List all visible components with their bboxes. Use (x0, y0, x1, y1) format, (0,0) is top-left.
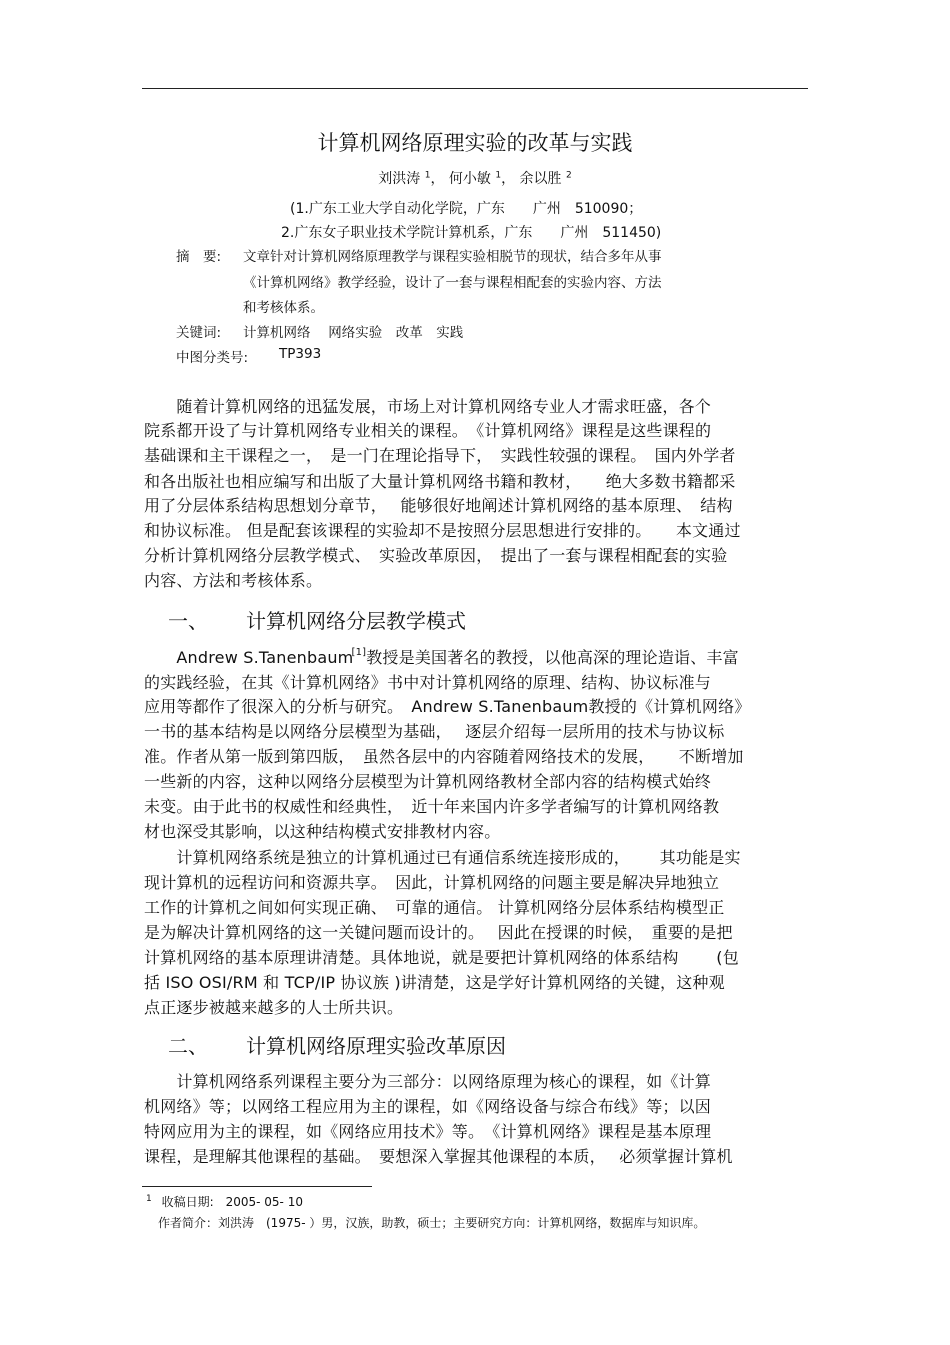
author-name: 刘洪涛 (378, 171, 421, 187)
abstract-line: 文章针对计算机网络原理教学与课程实验相脱节的现状，结合多年从事 (243, 249, 662, 265)
section1-line: 应用等都作了很深入的分析与研究。 Andrew S.Tanenbaum教授的《计算机网络》 (144, 697, 751, 716)
author-ref-name: Andrew S.Tanenbaum (144, 648, 354, 667)
affiliation-line: 2.广东女子职业技术学院计算机系，广东 广州 511450) (281, 225, 662, 241)
section-title: 计算机网络原理实验改革原因 (246, 1034, 506, 1058)
section1-line: 准。作者从第一版到第四版， 虽然各层中的内容随着网络技术的发展， 不断增加 (144, 747, 744, 766)
intro-line: 随着计算机网络的迅猛发展，市场上对计算机网络专业人才需求旺盛，各个 (144, 397, 712, 416)
intro-line: 院系都开设了与计算机网络专业相关的课程。 《计算机网络》课程是这些课程的 (144, 421, 712, 440)
abstract-label: 摘 要: (176, 249, 222, 265)
classification-code: TP393 (279, 346, 322, 362)
abstract-line: 《计算机网络》教学经验，设计了一套与课程相配套的实验内容、方法 (243, 275, 662, 291)
section-title: 计算机网络分层教学模式 (246, 609, 466, 633)
keywords-text: 计算机网络 网络实验 改革 实践 (243, 325, 464, 341)
author-affil-mark: 2 (566, 170, 572, 181)
section1-line: 现计算机的远程访问和资源共享。 因此，计算机网络的问题主要是解决异地独立 (144, 873, 720, 892)
affiliation-line: (1.广东工业大学自动化学院，广东 广州 510090； (290, 201, 643, 217)
section1-text: 教授是美国著名的教授，以他高深的理论造诣、丰富 (366, 648, 739, 667)
footnote-author-bio: 作者简介：刘洪涛 (1975- ）男，汉族，助教，硕士；主要研究方向：计算机网络，数据库与知识库。 (158, 1216, 706, 1230)
section1-line: 是为解决计算机网络的这一关键问题而设计的。 因此在授课的时候， 重要的是把 (144, 923, 733, 942)
section1-line: 的实践经验，在其《计算机网络》书中对计算机网络的原理、结构、协议标准与 (144, 673, 712, 692)
citation-mark: [1] (351, 647, 367, 658)
section2-line: 机网络》等；以网络工程应用为主的课程，如《网络设备与综合布线》等；以因 (144, 1097, 712, 1116)
author-name: 余以胜 (519, 171, 562, 187)
section1-line: 一书的基本结构是以网络分层模型为基础， 逐层介绍每一层所用的技术与协议标 (144, 722, 725, 741)
author-affil-mark: 1 (495, 170, 502, 181)
section1-line: 一些新的内容，这种以网络分层模型为计算机网络教材全部内容的结构模式始终 (144, 772, 712, 791)
section1-line (144, 645, 739, 668)
intro-line: 内容、方法和考核体系。 (144, 571, 323, 590)
section1-line: 材也深受其影响，以这种结构模式安排教材内容。 (144, 822, 501, 841)
section1-line: 计算机网络系统是独立的计算机通过已有通信系统连接形成的， 其功能是实 (144, 848, 741, 867)
keywords-label: 关键词: (176, 325, 222, 341)
header-rule (142, 88, 808, 89)
author-affil-mark: 1 (424, 170, 431, 181)
section1-line: 未变。由于此书的权威性和经典性， 近十年来国内许多学者编写的计算机网络教 (144, 797, 720, 816)
section-number: 二、 (168, 1034, 208, 1058)
section-heading-2 (168, 1030, 506, 1059)
section1-line: 计算机网络的基本原理讲清楚。具体地说，就是要把计算机网络的体系结构 (包 (144, 948, 739, 967)
author-name: 何小敏 (448, 171, 491, 187)
intro-line: 和协议标准。 但是配套该课程的实验却不是按照分层思想进行安排的。 本文通过 (144, 521, 741, 540)
footnote-mark: 1 (146, 1194, 152, 1204)
footnote-rule (142, 1186, 372, 1187)
intro-line: 基础课和主干课程之一， 是一门在理论指导下， 实践性较强的课程。 国内外学者 (144, 446, 736, 465)
intro-line: 用了分层体系结构思想划分章节， 能够很好地阐述计算机网络的基本原理、 结构 (144, 496, 733, 515)
section2-line: 计算机网络系列课程主要分为三部分：以网络原理为核心的课程，如《计算 (144, 1072, 712, 1091)
author-list: 刘洪涛 $^1$， 何小敏 $^1$， 余以胜 $^2$ (378, 170, 572, 187)
intro-line: 分析计算机网络分层教学模式、 实验改革原因， 提出了一套与课程相配套的实验 (144, 546, 728, 565)
paper-title: 计算机网络原理实验的改革与实践 (317, 131, 633, 155)
abstract-line: 和考核体系。 (243, 300, 324, 316)
section-heading-1 (168, 605, 466, 634)
classification-label: 中图分类号: (176, 350, 249, 366)
section2-line: 特网应用为主的课程，如《网络应用技术》等。 《计算机网络》课程是基本原理 (144, 1122, 712, 1141)
section-number: 一、 (168, 609, 208, 633)
section1-line: 点正逐步被越来越多的人士所共识。 (144, 998, 404, 1017)
intro-line: 和各出版社也相应编写和出版了大量计算机网络书籍和教材， 绝大多数书籍都采 (144, 472, 736, 491)
footnote-received-date: 收稿日期: 2005- 05- 10 (161, 1195, 303, 1209)
section2-line: 课程，是理解其他课程的基础。 要想深入掌握其他课程的本质， 必须掌握计算机 (144, 1147, 733, 1166)
footnote-line (146, 1193, 303, 1210)
section1-line: 工作的计算机之间如何实现正确、 可靠的通信。 计算机网络分层体系结构模型正 (144, 898, 725, 917)
section1-line: 括 ISO OSI/RM 和 TCP/IP 协议族 )讲清楚，这是学好计算机网络的关键，这种观 (144, 973, 725, 992)
